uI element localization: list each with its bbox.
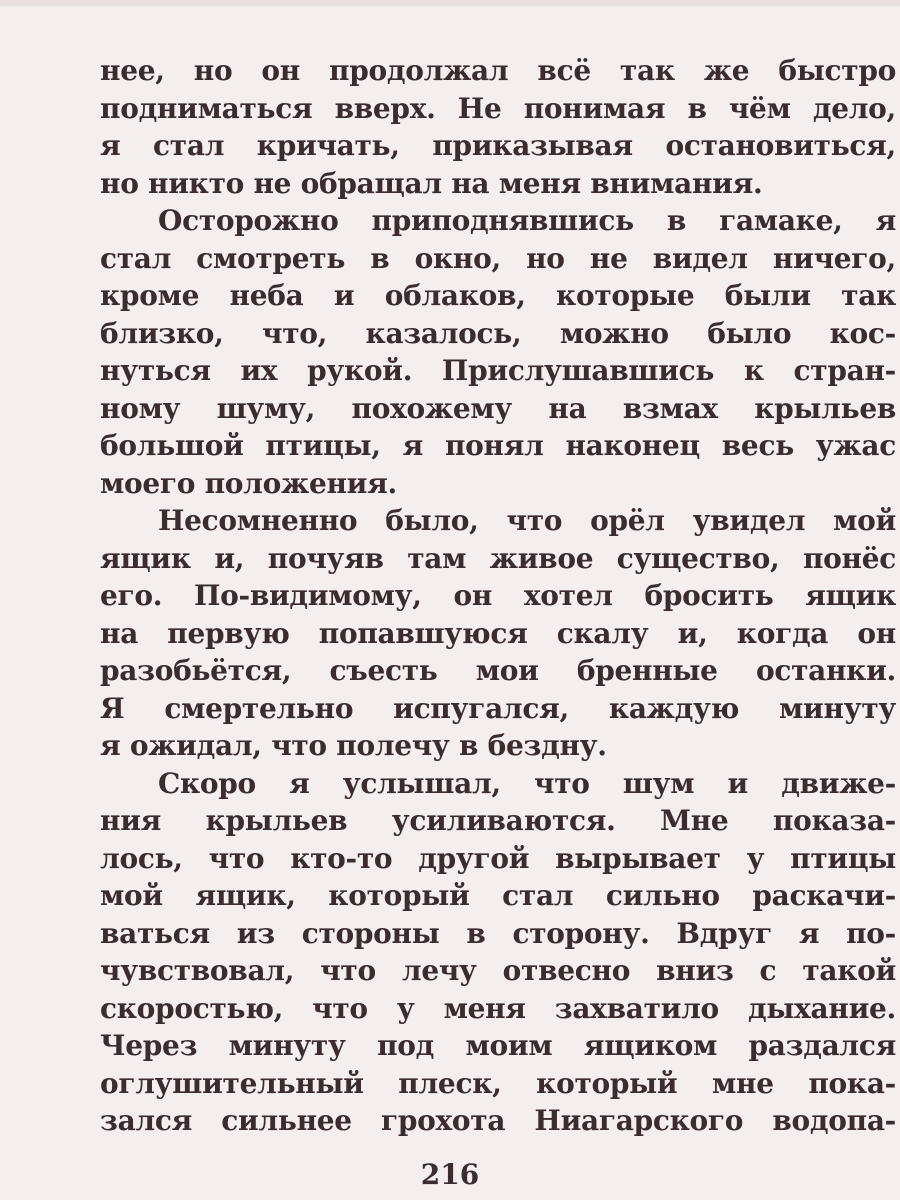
text-line: ному шуму, похожему на взмах крыльев: [100, 391, 896, 425]
text-line: но никто не обращал на меня внимания.: [100, 166, 763, 200]
text-line: ящик и, почуяв там живое существо, понёс: [100, 541, 896, 575]
text-line: его. По-видимому, он хотел бросить ящик: [100, 579, 896, 612]
text-line: лось, что кто-то другой вырывает у птицы: [100, 841, 896, 875]
text-line: оглушительный плеск, который мне пока-: [100, 1066, 896, 1100]
text-line: Осторожно приподнявшись в гамаке, я: [158, 204, 896, 237]
text-line: моего положения.: [100, 466, 397, 500]
text-line: зался сильнее грохота Ниагарского водопа-: [100, 1104, 896, 1137]
text-line: чувствовал, что лечу отвесно вниз с такой: [100, 954, 896, 987]
text-line: ваться из стороны в сторону. Вдруг я по-: [100, 916, 896, 950]
page-number: 216: [420, 1158, 480, 1191]
text-line: ния крыльев усиливаются. Мне показа-: [100, 804, 896, 837]
page-top-edge: [0, 0, 900, 6]
text-line: я стал кричать, приказывая остановиться,: [100, 129, 896, 162]
text-line: я ожидал, что полечу в бездну.: [100, 729, 607, 762]
text-line: подниматься вверх. Не понимая в чём дело,: [100, 91, 896, 125]
text-line: Скоро я услышал, что шум и движе-: [158, 766, 896, 800]
text-line: нее, но он продолжал всё так же быстро: [100, 54, 896, 87]
text-line: кроме неба и облаков, которые были так: [100, 279, 896, 312]
text-line: Несомненно было, что орёл увидел мой: [158, 504, 896, 537]
text-line: нуться их рукой. Прислушавшись к стран-: [100, 354, 896, 387]
book-page-text: [100, 52, 896, 1140]
text-line: мой ящик, который стал сильно раскачи-: [100, 879, 896, 912]
text-line: Я смертельно испугался, каждую минуту: [100, 691, 896, 725]
text-line: Через минуту под моим ящиком раздался: [100, 1029, 896, 1062]
text-line: близко, что, казалось, можно было кос-: [100, 316, 896, 350]
text-line: скоростью, что у меня захватило дыхание.: [100, 991, 896, 1025]
text-line: на первую попавшуюся скалу и, когда он: [100, 616, 896, 650]
text-line: стал смотреть в окно, но не видел ничего,: [100, 241, 896, 275]
text-line: большой птицы, я понял наконец весь ужас: [100, 429, 896, 462]
text-line: разобьётся, съесть мои бренные останки.: [100, 654, 896, 687]
